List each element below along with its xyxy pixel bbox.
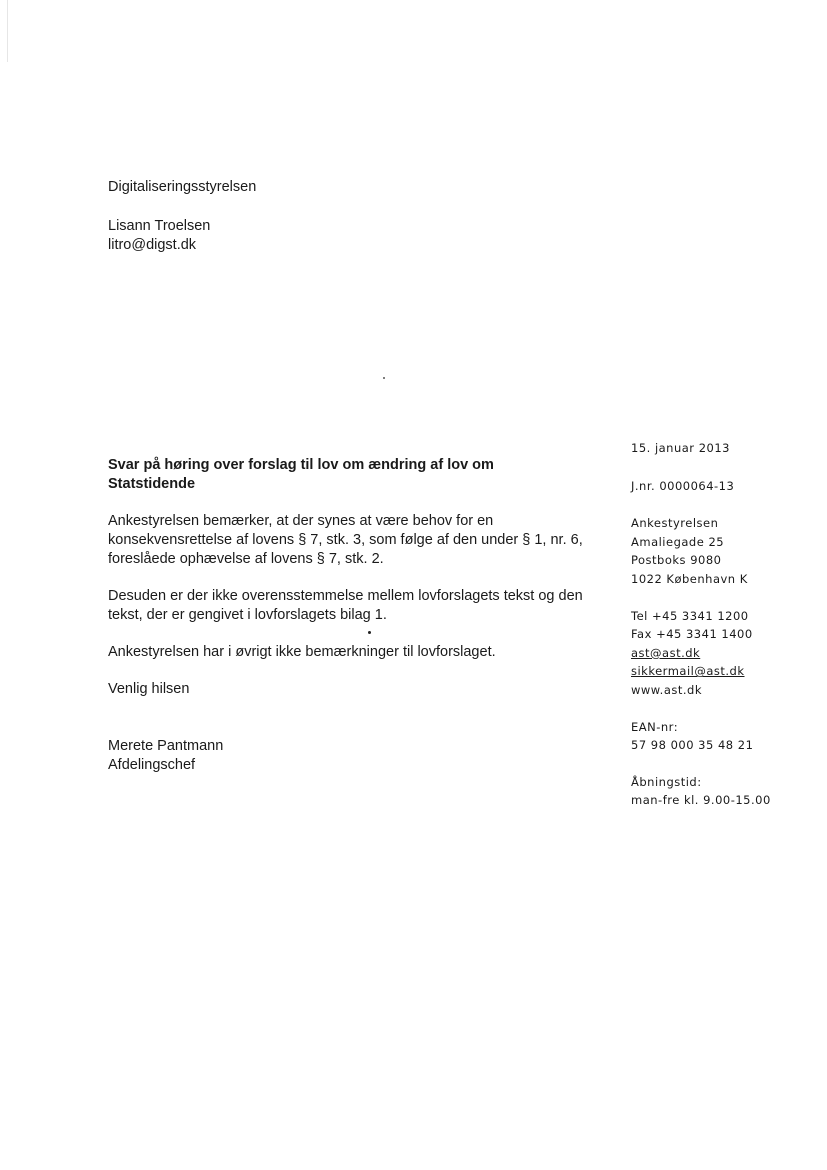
scan-speck [368,631,371,634]
scan-speck [383,377,385,379]
body-paragraph-3: Ankestyrelsen har i øvrigt ikke bemærkninger til lovforslaget. [108,644,496,660]
letter-subject [108,456,578,494]
sender-secure-email-link[interactable]: sikkermail@ast.dk [631,664,745,679]
subject-line-2: Statstidende [108,476,196,492]
paragraph-2-line-1: Desuden er der ikke overensstemmelse mellem lovforslagets tekst og den [108,588,583,604]
sender-fax: Fax +45 3341 1400 [631,627,753,642]
ean-label: EAN-nr: [631,719,679,734]
sender-phone: Tel +45 3341 1200 [631,608,749,623]
journal-number: J.nr. 0000064-13 [631,478,735,493]
body-paragraph-1 [108,512,608,569]
sender-pobox: Postboks 9080 [631,553,722,568]
sender-info-column [631,439,821,810]
sender-organization: Ankestyrelsen [631,516,719,531]
ean-number: 57 98 000 35 48 21 [631,738,754,753]
paragraph-1-line-1: Ankestyrelsen bemærker, at der synes at være behov for en [108,513,494,529]
paragraph-1-line-3: foreslåede ophævelse af lovens § 7, stk. 2. [108,551,384,567]
letter-date: 15. januar 2013 [631,441,730,455]
closing-greeting: Venlig hilsen [108,681,190,697]
signature-block [108,737,223,775]
paragraph-1-line-2: konsekvensrettelse af lovens § 7, stk. 3, som følge af den under § 1, nr. 6, [108,532,583,548]
paragraph-2-line-2: tekst, der er gengivet i lovforslagets bilag 1. [108,607,387,623]
scan-edge-line [7,0,8,62]
recipient-email: litro@digst.dk [108,237,197,253]
signatory-name: Merete Pantmann [108,738,224,754]
sender-city: 1022 København K [631,571,748,586]
recipient-organization: Digitaliseringsstyrelsen [108,179,257,195]
letter-body [108,512,608,717]
sender-website: www.ast.dk [631,682,702,697]
opening-hours-label: Åbningstid: [631,774,702,789]
opening-hours-value: man-fre kl. 9.00-15.00 [631,793,771,808]
signatory-title: Afdelingschef [108,757,196,773]
sender-email-link[interactable]: ast@ast.dk [631,645,701,660]
sender-street: Amaliegade 25 [631,534,725,549]
subject-line-1: Svar på høring over forslag til lov om ændring af lov om [108,457,494,473]
body-paragraph-2 [108,587,608,625]
recipient-name: Lisann Troelsen [108,218,211,234]
recipient-block [108,178,256,255]
